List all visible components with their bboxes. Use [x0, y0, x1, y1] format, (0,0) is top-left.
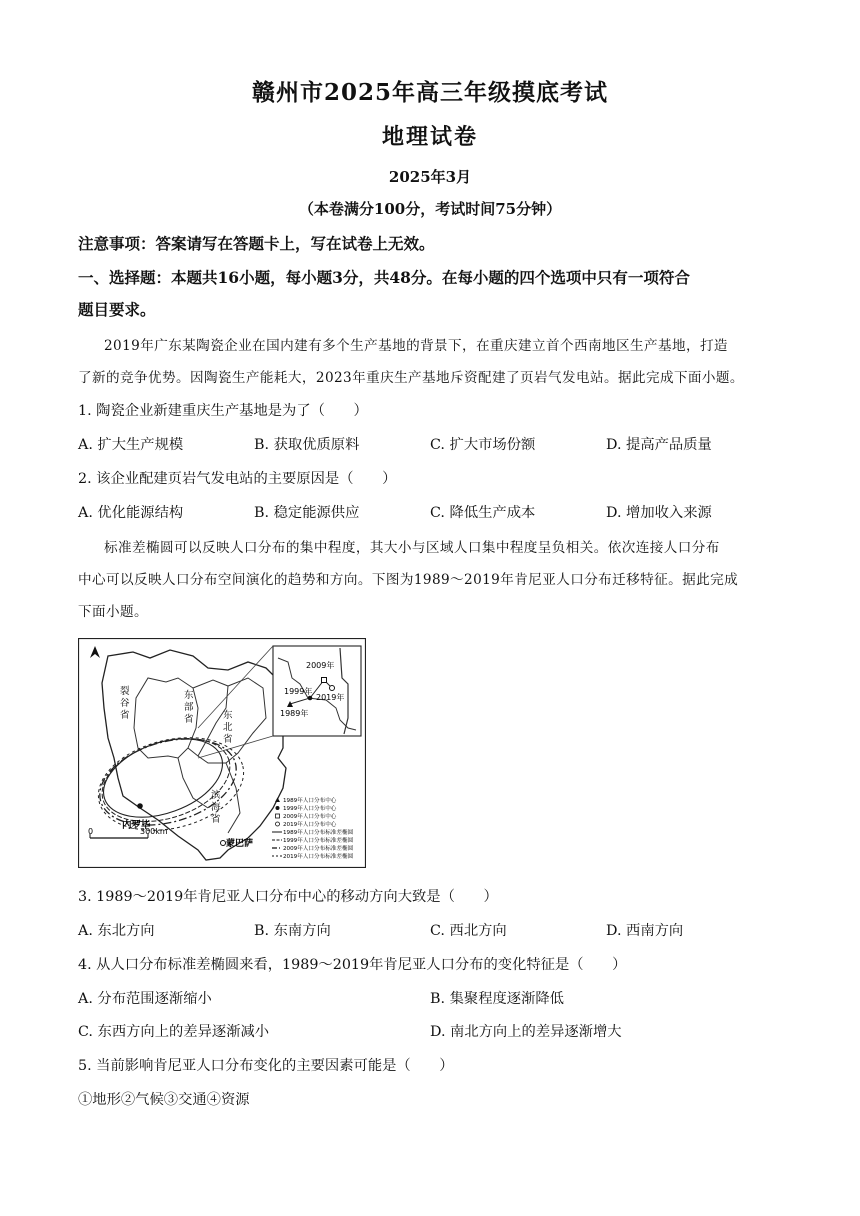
inset-label-2009: 2009年 — [306, 661, 335, 670]
kenya-population-map — [78, 638, 366, 868]
center-1999-marker — [308, 696, 313, 701]
section-heading-line2: 题目要求。 — [78, 300, 156, 319]
label-eastern-2: 部 — [184, 702, 194, 713]
q1-option-d: D. 提高产品质量 — [606, 437, 712, 453]
q1-stem: 1. 陶瓷企业新建重庆生产基地是为了（ ） — [78, 403, 368, 419]
label-eastern-1: 东 — [184, 690, 194, 701]
label-coast-3: 省 — [211, 814, 221, 825]
label-northeast-1: 东 — [223, 710, 233, 721]
inset-label-2019: 2019年 — [316, 693, 345, 702]
q2-stem: 2. 该企业配建页岩气发电站的主要原因是（ ） — [78, 471, 397, 487]
label-coast-1: 滨 — [211, 790, 221, 801]
scale-label: 300km — [140, 827, 168, 836]
passage2-line3: 下面小题。 — [78, 604, 148, 620]
passage1-line2: 了新的竞争优势。因陶瓷生产能耗大，2023年重庆生产基地斥资配建了页岩气发电站。据此完成下面小题。 — [78, 370, 744, 386]
q4-option-b: B. 集聚程度逐渐降低 — [430, 991, 564, 1007]
notice: 注意事项：答案请写在答题卡上，写在试卷上无效。 — [78, 234, 435, 253]
label-nairobi: 内罗毕 — [122, 820, 151, 831]
q1-option-b: B. 获取优质原料 — [254, 437, 360, 453]
q1-option-a: A. 扩大生产规模 — [78, 437, 184, 453]
inset-label-1989: 1989年 — [280, 709, 309, 718]
exam-title: 赣州市2025年高三年级摸底考试 — [251, 79, 608, 106]
scale-zero: 0 — [88, 827, 94, 836]
q2-option-d: D. 增加收入来源 — [606, 505, 712, 521]
q5-factors: ①地形②气候③交通④资源 — [78, 1092, 250, 1108]
q3-stem: 3. 1989～2019年肯尼亚人口分布中心的移动方向大致是（ ） — [78, 889, 498, 905]
label-rift-3: 省 — [120, 710, 130, 721]
passage2-line1: 标准差椭圆可以反映人口分布的集中程度，其大小与区域人口集中程度呈负相关。依次连接人口分布 — [104, 540, 720, 556]
legend-2009-ellipse: 2009年人口分布标准差椭圆 — [283, 846, 354, 852]
label-coast-2: 海 — [211, 802, 221, 813]
exam-scope: （本卷满分100分，考试时间75分钟） — [298, 200, 562, 218]
passage1-line1: 2019年广东某陶瓷企业在国内建有多个生产基地的背景下，在重庆建立首个西南地区生产基地，打造 — [104, 338, 728, 354]
inset-label-1999: 1999年 — [284, 687, 313, 696]
q4-option-a: A. 分布范围逐渐缩小 — [78, 991, 212, 1007]
label-northeast-3: 省 — [223, 734, 233, 745]
legend-1999-ellipse: 1999年人口分布标准差椭圆 — [283, 838, 354, 844]
passage2-line2: 中心可以反映人口分布空间演化的趋势和方向。下图为1989～2019年肯尼亚人口分布迁移特征。据此完成 — [78, 572, 739, 588]
subject-title: 地理试卷 — [381, 124, 478, 150]
legend-2019-center: 2019年人口分布中心 — [283, 822, 337, 828]
legend-1989-center: 1989年人口分布中心 — [283, 798, 337, 804]
center-2009-marker — [322, 678, 327, 683]
label-rift-2: 谷 — [120, 698, 130, 709]
q4-option-c: C. 东西方向上的差异逐渐减小 — [78, 1024, 270, 1040]
mombasa-marker — [221, 841, 226, 846]
legend-1989-ellipse: 1989年人口分布标准差椭圆 — [283, 830, 354, 836]
q3-option-c: C. 西北方向 — [430, 923, 507, 939]
center-2019-marker — [330, 686, 335, 691]
q2-option-a: A. 优化能源结构 — [78, 505, 184, 521]
label-northeast-2: 北 — [223, 722, 233, 733]
label-mombasa: 蒙巴萨 — [226, 839, 254, 849]
nairobi-marker — [137, 803, 143, 809]
q3-option-d: D. 西南方向 — [606, 923, 684, 939]
legend-2019-ellipse: 2019年人口分布标准差椭圆 — [283, 854, 354, 860]
legend-2009-center: 2009年人口分布中心 — [283, 814, 337, 820]
section-heading-line1: 一、选择题：本题共16小题，每小题3分，共48分。在每小题的四个选项中只有一项符合 — [78, 268, 690, 287]
q1-option-c: C. 扩大市场份额 — [430, 437, 536, 453]
q3-option-b: B. 东南方向 — [254, 923, 331, 939]
q3-option-a: A. 东北方向 — [78, 923, 155, 939]
label-eastern-3: 省 — [184, 714, 194, 725]
label-rift-1: 裂 — [120, 686, 130, 697]
q5-stem: 5. 当前影响肯尼亚人口分布变化的主要因素可能是（ ） — [78, 1058, 454, 1074]
q4-stem: 4. 从人口分布标准差椭圆来看，1989～2019年肯尼亚人口分布的变化特征是（ ） — [78, 957, 627, 973]
exam-date: 2025年3月 — [388, 168, 472, 186]
q2-option-b: B. 稳定能源供应 — [254, 505, 360, 521]
legend-1999-center: 1999年人口分布中心 — [283, 806, 337, 812]
q2-option-c: C. 降低生产成本 — [430, 505, 536, 521]
q4-option-d: D. 南北方向上的差异逐渐增大 — [430, 1024, 622, 1040]
